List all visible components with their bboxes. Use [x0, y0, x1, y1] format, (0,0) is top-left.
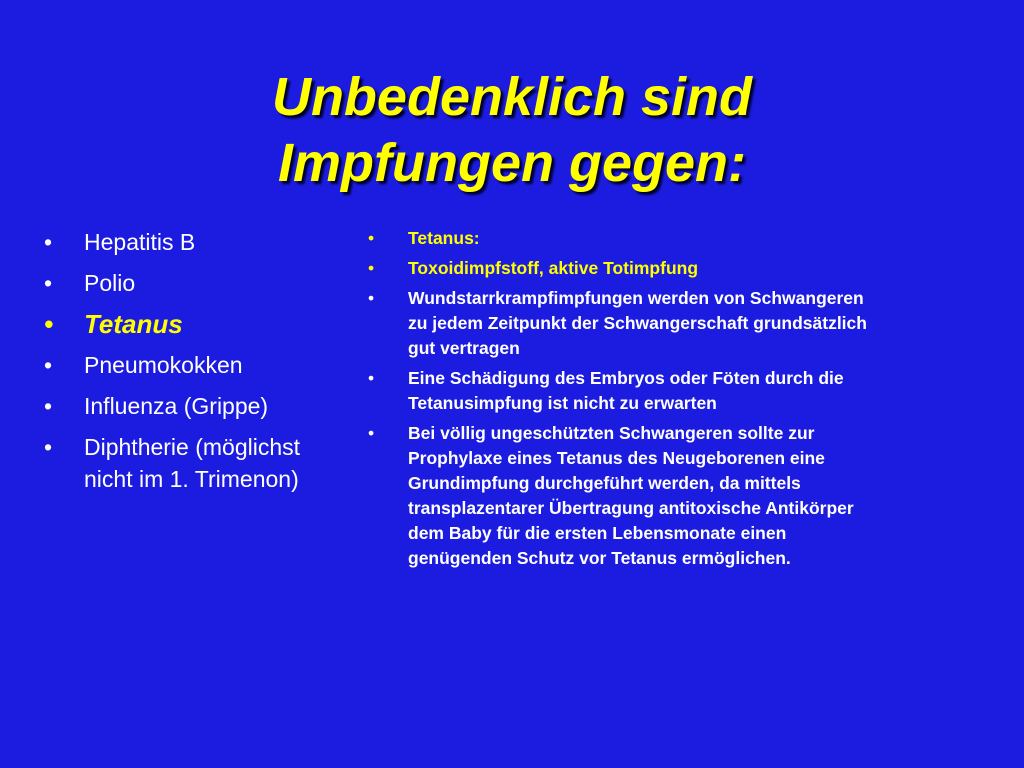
- vaccine-list: [40, 226, 310, 504]
- list-item-text: Eine Schädigung des Embryos oder Föten durch die Tetanusimpfung ist nicht zu erwarten: [408, 368, 844, 413]
- list-item-text: Pneumokokken: [84, 352, 243, 378]
- bullet-icon: •: [44, 434, 53, 460]
- list-item-text: Tetanus: [84, 309, 183, 339]
- list-item-heading: [362, 226, 882, 251]
- list-item: [362, 366, 882, 416]
- list-item: [40, 431, 310, 495]
- bullet-icon: •: [368, 258, 375, 278]
- list-item: [362, 421, 882, 571]
- bullet-icon: •: [44, 270, 53, 296]
- list-item: [362, 286, 882, 361]
- bullet-icon: •: [368, 228, 375, 248]
- list-item-text: Bei völlig ungeschützten Schwangeren sollte zur Prophylaxe eines Tetanus des Neugeborenen eine Grundimpfung durchgeführt werden, da mittels transplazentarer Übertragung antitoxische Antikörper dem Baby für die ersten Lebensmonate einen genügenden Schutz vor Tetanus ermöglichen.: [408, 423, 854, 568]
- bullet-icon: •: [368, 368, 375, 388]
- list-item-text: Wundstarrkrampfimpfungen werden von Schwangeren zu jedem Zeitpunkt der Schwangerschaft grundsätzlich gut vertragen: [408, 288, 867, 358]
- bullet-icon: •: [44, 352, 53, 378]
- slide-title: [0, 64, 1024, 196]
- list-item: [40, 349, 310, 381]
- list-item: [40, 267, 310, 299]
- list-item: [40, 390, 310, 422]
- slide-title-line-2: Impfungen gegen:: [278, 133, 746, 193]
- bullet-icon: •: [368, 423, 375, 443]
- bullet-icon: •: [44, 309, 54, 339]
- tetanus-details-list: [362, 226, 882, 576]
- list-item-text: Hepatitis B: [84, 229, 196, 255]
- list-item-text: Tetanus:: [408, 228, 480, 248]
- list-item-text: Diphtherie (möglichst nicht im 1. Trimenon): [84, 434, 301, 492]
- list-item-text: Toxoidimpfstoff, aktive Totimpfung: [408, 258, 699, 278]
- bullet-icon: •: [44, 229, 53, 255]
- list-item: [362, 256, 882, 281]
- slide-title-line-1: Unbedenklich sind: [271, 67, 753, 127]
- list-item: [40, 226, 310, 258]
- bullet-icon: •: [44, 393, 53, 419]
- list-item-text: Polio: [84, 270, 136, 296]
- list-item-text: Influenza (Grippe): [84, 393, 269, 419]
- bullet-icon: •: [368, 288, 375, 308]
- list-item-highlighted: [40, 308, 310, 340]
